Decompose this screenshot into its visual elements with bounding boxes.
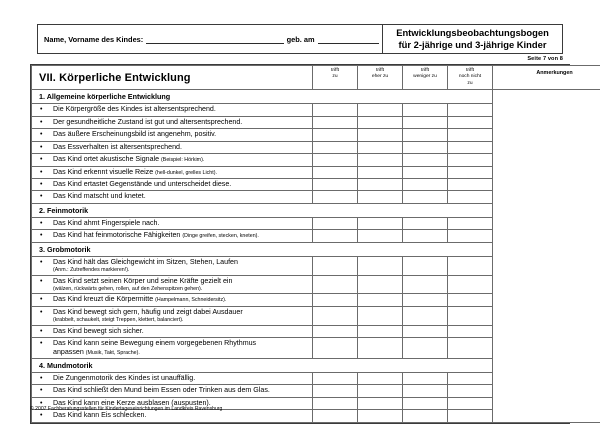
observation-item xyxy=(32,230,313,242)
name-input-line[interactable] xyxy=(146,35,283,44)
observation-item xyxy=(32,154,313,166)
bullet-icon: • xyxy=(40,399,43,407)
subsection-heading-1: 1. Allgemeine körperliche Entwicklung xyxy=(32,90,493,104)
observation-item-hint: (Hampelmann, Schneidersitz). xyxy=(155,297,227,304)
rating-cell-2[interactable] xyxy=(358,141,403,153)
birthdate-input-line[interactable] xyxy=(318,35,379,44)
identification-header-box xyxy=(37,24,563,54)
bullet-icon: • xyxy=(40,131,43,139)
bullet-icon: • xyxy=(40,156,43,164)
observation-item xyxy=(32,116,313,128)
rating-cell-4[interactable] xyxy=(448,275,493,294)
rating-cell-2[interactable] xyxy=(358,372,403,384)
observation-item-text: Das Kind hält das Gleichgewicht im Sitzen, Stehen, Laufen (Anm.: Zutreffendes markieren!). xyxy=(53,258,309,274)
bullet-icon: • xyxy=(40,118,43,126)
rating-cell-1[interactable] xyxy=(313,217,358,229)
rating-cell-4[interactable] xyxy=(448,306,493,325)
rating-cell-4[interactable] xyxy=(448,397,493,409)
bullet-icon: • xyxy=(40,296,43,304)
rating-cell-1[interactable] xyxy=(313,410,358,422)
notes-area[interactable] xyxy=(493,90,600,422)
bullet-icon: • xyxy=(40,181,43,189)
rating-cell-2[interactable] xyxy=(358,166,403,178)
rating-cell-4[interactable] xyxy=(448,129,493,141)
observation-item-hint: (krabbelt, schaukelt, steigt Treppen, klettert, balanciert). xyxy=(53,316,184,323)
rating-cell-4[interactable] xyxy=(448,230,493,242)
observation-item-text: Das Kind setzt seinen Körper und seine Kräfte gezielt ein (wälzen, rückwärts gehen, rollen, auf den Zehenspitzen gehen). xyxy=(53,277,309,293)
bullet-icon: • xyxy=(40,143,43,151)
observation-item-text: Das Kind kann seine Bewegung einem vorgegebenen Rhythmus anpassen (Musik, Takt, Sprache). xyxy=(53,339,257,357)
observation-item xyxy=(32,104,313,116)
rating-cell-4[interactable] xyxy=(448,166,493,178)
rating-cell-4[interactable] xyxy=(448,372,493,384)
rating-cell-1[interactable] xyxy=(313,372,358,384)
rating-cell-2[interactable] xyxy=(358,294,403,306)
rating-cell-1[interactable] xyxy=(313,230,358,242)
rating-cell-3[interactable] xyxy=(403,385,448,397)
rating-cell-2[interactable] xyxy=(358,275,403,294)
subsection-heading-3: 3. Grobmotorik xyxy=(32,242,493,256)
observation-item-text: Der gesundheitliche Zustand ist gut und altersentsprechend. xyxy=(53,117,243,126)
observation-item-hint: (Anm.: Zutreffendes markieren!). xyxy=(53,266,130,273)
rating-cell-2[interactable] xyxy=(358,385,403,397)
bullet-icon: • xyxy=(40,258,43,266)
rating-cell-4[interactable] xyxy=(448,410,493,422)
bullet-icon: • xyxy=(40,168,43,176)
document-title-line-1: Entwicklungsbeobachtungsbogen xyxy=(396,26,549,38)
rating-cell-3[interactable] xyxy=(403,179,448,191)
observation-item-hint: (Dinge greifen, stecken, kneten). xyxy=(182,233,259,240)
rating-cell-4[interactable] xyxy=(448,116,493,128)
rating-cell-2[interactable] xyxy=(358,325,403,337)
subsection-heading-row xyxy=(32,90,600,104)
rating-cell-1[interactable] xyxy=(313,397,358,409)
observation-item xyxy=(32,275,313,294)
rating-cell-1[interactable] xyxy=(313,294,358,306)
observation-item-text: Das Kind erkennt visuelle Reize (hell-dunkel, grelles Licht). xyxy=(53,167,217,176)
bullet-icon: • xyxy=(40,232,43,240)
rating-cell-4[interactable] xyxy=(448,141,493,153)
rating-cell-2[interactable] xyxy=(358,410,403,422)
rating-cell-3[interactable] xyxy=(403,154,448,166)
bullet-icon: • xyxy=(40,374,43,382)
rating-cell-4[interactable] xyxy=(448,325,493,337)
observation-item xyxy=(32,179,313,191)
bullet-icon: • xyxy=(40,277,43,285)
observation-item-text: Das Kind ahmt Fingerspiele nach. xyxy=(53,218,160,227)
rating-cell-1[interactable] xyxy=(313,166,358,178)
observation-sheet xyxy=(30,64,573,424)
bullet-icon: • xyxy=(40,106,43,114)
observation-item-text: Das Essverhalten ist altersentsprechend. xyxy=(53,142,182,151)
rating-cell-1[interactable] xyxy=(313,141,358,153)
observation-table xyxy=(31,65,600,423)
rating-cell-3[interactable] xyxy=(403,372,448,384)
rating-cell-3[interactable] xyxy=(403,116,448,128)
observation-item xyxy=(32,325,313,337)
table-body xyxy=(32,66,600,423)
rating-cell-4[interactable] xyxy=(448,191,493,203)
observation-item-hint: (hell-dunkel, grelles Licht). xyxy=(155,169,217,176)
rating-column-header-3: trifft weniger zu xyxy=(403,66,448,90)
bullet-icon: • xyxy=(40,193,43,201)
rating-cell-3[interactable] xyxy=(403,217,448,229)
rating-cell-3[interactable] xyxy=(403,397,448,409)
rating-cell-3[interactable] xyxy=(403,338,448,359)
document-title-line-2: für 2-jährige und 3-jährige Kinder xyxy=(398,39,547,50)
rating-cell-1[interactable] xyxy=(313,191,358,203)
rating-cell-1[interactable] xyxy=(313,129,358,141)
observation-item-text: Das Kind kann Eis schlecken. xyxy=(53,411,147,420)
bullet-icon: • xyxy=(40,219,43,227)
observation-item-text: Das Kind kann eine Kerze ausblasen (auspusten). xyxy=(53,398,211,407)
rating-cell-4[interactable] xyxy=(448,256,493,275)
rating-cell-2[interactable] xyxy=(358,338,403,359)
rating-cell-1[interactable] xyxy=(313,385,358,397)
rating-cell-3[interactable] xyxy=(403,230,448,242)
observation-item-text: Das Kind ertastet Gegenstände und unterscheidet diese. xyxy=(53,180,232,189)
observation-item xyxy=(32,385,313,397)
rating-cell-1[interactable] xyxy=(313,256,358,275)
rating-cell-1[interactable] xyxy=(313,306,358,325)
rating-cell-2[interactable] xyxy=(358,154,403,166)
document-title-block xyxy=(382,25,562,53)
page-indicator: Seite 7 von 8 xyxy=(527,56,563,62)
subsection-heading-4: 4. Mundmotorik xyxy=(32,358,493,372)
rating-cell-1[interactable] xyxy=(313,104,358,116)
rating-cell-3[interactable] xyxy=(403,325,448,337)
bullet-icon: • xyxy=(40,327,43,335)
observation-item-hint: (wälzen, rückwärts gehen, rollen, auf den Zehenspitzen gehen). xyxy=(53,285,203,292)
observation-item-hint: (Musik, Takt, Sprache). xyxy=(85,350,140,357)
rating-cell-4[interactable] xyxy=(448,217,493,229)
observation-item-hint: (Beispiel: Hörkim). xyxy=(161,157,205,164)
rating-cell-3[interactable] xyxy=(403,166,448,178)
observation-item-text: Das Kind matscht und knetet. xyxy=(53,192,146,201)
rating-column-header-4: trifft noch nicht zu xyxy=(448,66,493,90)
rating-cell-2[interactable] xyxy=(358,397,403,409)
rating-cell-1[interactable] xyxy=(313,154,358,166)
rating-cell-3[interactable] xyxy=(403,256,448,275)
observation-item-text: Das Kind bewegt sich sicher. xyxy=(53,326,144,335)
observation-item-text: Die Körpergröße des Kindes ist altersentsprechend. xyxy=(53,105,216,114)
rating-cell-1[interactable] xyxy=(313,325,358,337)
rating-cell-1[interactable] xyxy=(313,179,358,191)
observation-item xyxy=(32,191,313,203)
observation-item xyxy=(32,372,313,384)
rating-cell-2[interactable] xyxy=(358,306,403,325)
rating-cell-2[interactable] xyxy=(358,230,403,242)
rating-cell-2[interactable] xyxy=(358,104,403,116)
rating-cell-4[interactable] xyxy=(448,385,493,397)
rating-cell-3[interactable] xyxy=(403,141,448,153)
rating-cell-3[interactable] xyxy=(403,306,448,325)
rating-cell-2[interactable] xyxy=(358,256,403,275)
observation-item xyxy=(32,338,313,359)
rating-cell-4[interactable] xyxy=(448,104,493,116)
rating-cell-1[interactable] xyxy=(313,338,358,359)
observation-item xyxy=(32,306,313,325)
birthdate-label: geb. am xyxy=(286,34,315,44)
observation-item xyxy=(32,166,313,178)
observation-item-text: Das Kind kreuzt die Körpermitte (Hampelmann, Schneidersitz). xyxy=(53,295,227,304)
observation-item-text: Das Kind ortet akustische Signale (Beispiel: Hörkim). xyxy=(53,155,205,164)
rating-column-header-1: trifft zu xyxy=(313,66,358,90)
rating-cell-4[interactable] xyxy=(448,179,493,191)
rating-cell-2[interactable] xyxy=(358,116,403,128)
rating-cell-3[interactable] xyxy=(403,191,448,203)
section-title-row xyxy=(32,66,600,90)
observation-item-text: Das äußere Erscheinungsbild ist angenehm, positiv. xyxy=(53,130,217,139)
observation-item-text: Das Kind bewegt sich gern, häufig und zeigt dabei Ausdauer (krabbelt, schaukelt, steigt Treppen, klettert, balanciert). xyxy=(53,308,309,324)
rating-cell-1[interactable] xyxy=(313,116,358,128)
rating-cell-2[interactable] xyxy=(358,191,403,203)
notes-column-header: Anmerkungen xyxy=(493,66,600,90)
observation-item-text: Das Kind schließt den Mund beim Essen oder Trinken aus dem Glas. xyxy=(53,386,270,395)
observation-item xyxy=(32,217,313,229)
observation-item xyxy=(32,129,313,141)
rating-cell-4[interactable] xyxy=(448,294,493,306)
rating-cell-3[interactable] xyxy=(403,129,448,141)
section-title: VII. Körperliche Entwicklung xyxy=(32,66,313,90)
rating-cell-2[interactable] xyxy=(358,129,403,141)
name-label: Name, Vorname des Kindes: xyxy=(44,34,144,44)
bullet-icon: • xyxy=(40,340,43,348)
rating-cell-3[interactable] xyxy=(403,410,448,422)
rating-cell-4[interactable] xyxy=(448,338,493,359)
bullet-icon: • xyxy=(40,412,43,420)
rating-cell-1[interactable] xyxy=(313,275,358,294)
observation-item xyxy=(32,294,313,306)
rating-cell-3[interactable] xyxy=(403,275,448,294)
rating-cell-2[interactable] xyxy=(358,179,403,191)
observation-item-text: Das Kind hat feinmotorische Fähigkeiten (Dinge greifen, stecken, kneten). xyxy=(53,231,259,240)
observation-item-text: Die Zungenmotorik des Kindes ist unauffällig. xyxy=(53,373,196,382)
subsection-heading-2: 2. Feinmotorik xyxy=(32,203,493,217)
rating-column-header-2: trifft eher zu xyxy=(358,66,403,90)
rating-cell-3[interactable] xyxy=(403,104,448,116)
rating-cell-3[interactable] xyxy=(403,294,448,306)
observation-item xyxy=(32,141,313,153)
rating-cell-2[interactable] xyxy=(358,217,403,229)
bullet-icon: • xyxy=(40,308,43,316)
footer-copyright: © 2007 Fachberatungsstellen für Kindertageseinrichtungen im Landkreis Ravensburg xyxy=(30,406,223,412)
rating-cell-4[interactable] xyxy=(448,154,493,166)
child-identification-fields xyxy=(38,25,382,53)
observation-item xyxy=(32,256,313,275)
bullet-icon: • xyxy=(40,387,43,395)
